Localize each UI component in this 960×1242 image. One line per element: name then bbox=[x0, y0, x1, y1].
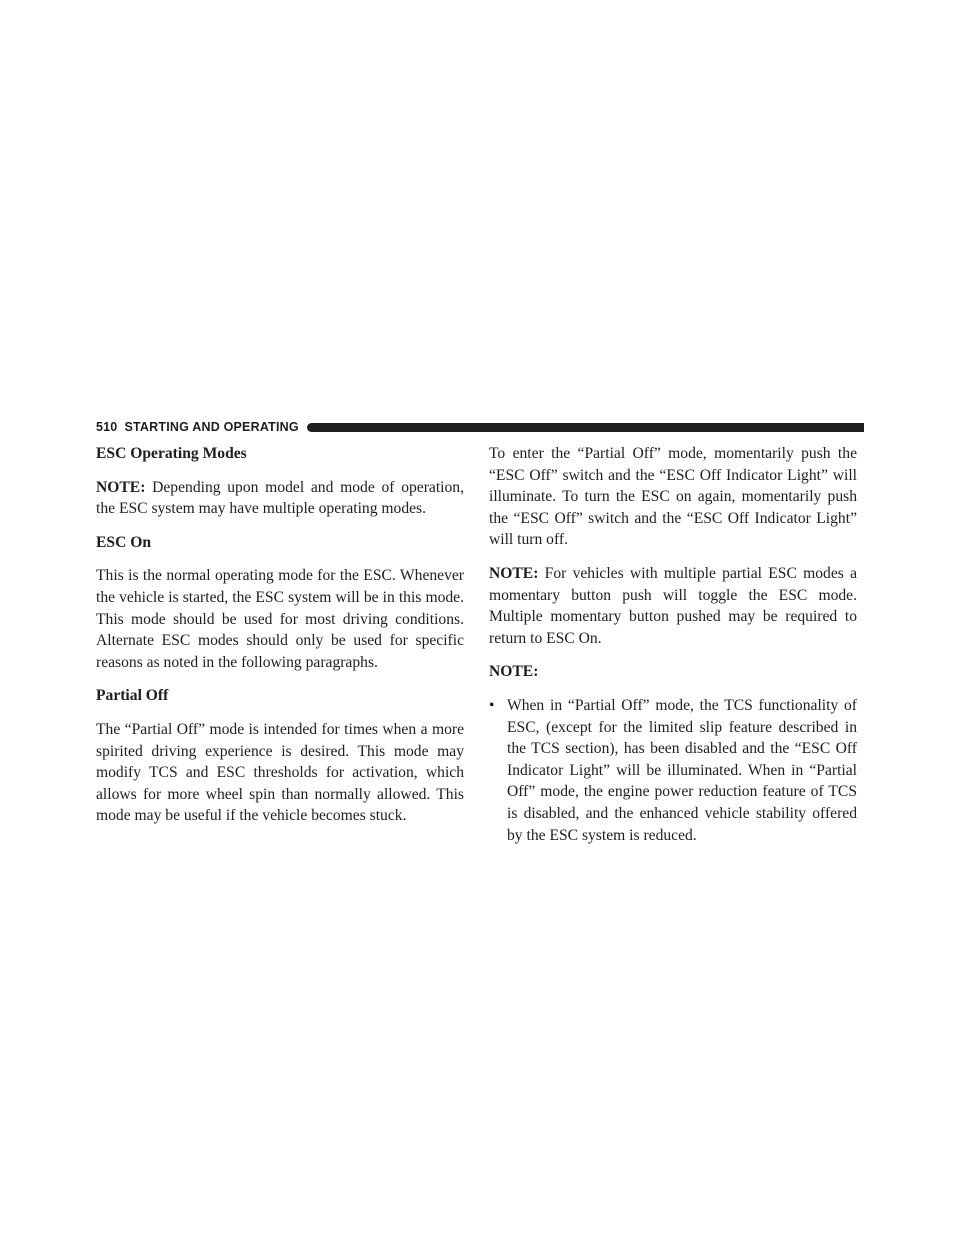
list-item bbox=[489, 695, 857, 846]
heading-partial-off: Partial Off bbox=[96, 687, 169, 705]
header-rule bbox=[307, 423, 864, 432]
note-operating-modes bbox=[96, 477, 464, 520]
note-text: Depending upon model and mode of operation, the ESC system may have multiple operating modes. bbox=[96, 478, 464, 518]
section-title: STARTING AND OPERATING bbox=[124, 420, 299, 434]
note-label: NOTE: bbox=[96, 478, 146, 496]
left-column bbox=[96, 443, 464, 839]
note-bullet-list bbox=[489, 695, 857, 846]
paragraph-partial-off: The “Partial Off” mode is intended for times when a more spirited driving experience is desired. This mode may modify TCS and ESC thresholds for activation, which allows for more wheel spin than normally allowed. This mode may be useful if the vehicle becomes stuck. bbox=[96, 720, 464, 825]
list-item-text: When in “Partial Off” mode, the TCS functionality of ESC, (except for the limited slip feature described in the TCS section), has been disabled and the “ESC Off Indicator Light” will be illuminated. When in “Partial Off” mode, the engine power reduction feature of TCS is disabled, and the enhanced vehicle stability offered by the ESC system is reduced. bbox=[507, 696, 857, 844]
heading-esc-operating-modes: ESC Operating Modes bbox=[96, 445, 247, 462]
paragraph-enter-partial-off: To enter the “Partial Off” mode, momentarily push the “ESC Off” switch and the “ESC Off Indicator Light” will illuminate. To turn the ESC on again, momentarily push the “ESC Off” switch and the “ESC Off Indicator Light” will turn off. bbox=[489, 445, 857, 549]
note-text: For vehicles with multiple partial ESC modes a momentary button push will toggle the ESC mode. Multiple momentary button pushed may be required to return to ESC On. bbox=[489, 564, 857, 647]
page-header bbox=[96, 419, 864, 435]
right-column bbox=[489, 443, 857, 846]
bullet-icon: • bbox=[489, 696, 495, 714]
heading-esc-on: ESC On bbox=[96, 533, 152, 551]
paragraph-esc-on: This is the normal operating mode for the ESC. Whenever the vehicle is started, the ESC system will be in this mode. This mode should be used for most driving conditions. Alternate ESC modes should only be used for specific reasons as noted in the following paragraphs. bbox=[96, 567, 464, 671]
note-heading: NOTE: bbox=[489, 663, 539, 681]
note-label: NOTE: bbox=[489, 564, 539, 582]
note-multiple-modes bbox=[489, 563, 857, 649]
page-number: 510 bbox=[96, 420, 118, 434]
